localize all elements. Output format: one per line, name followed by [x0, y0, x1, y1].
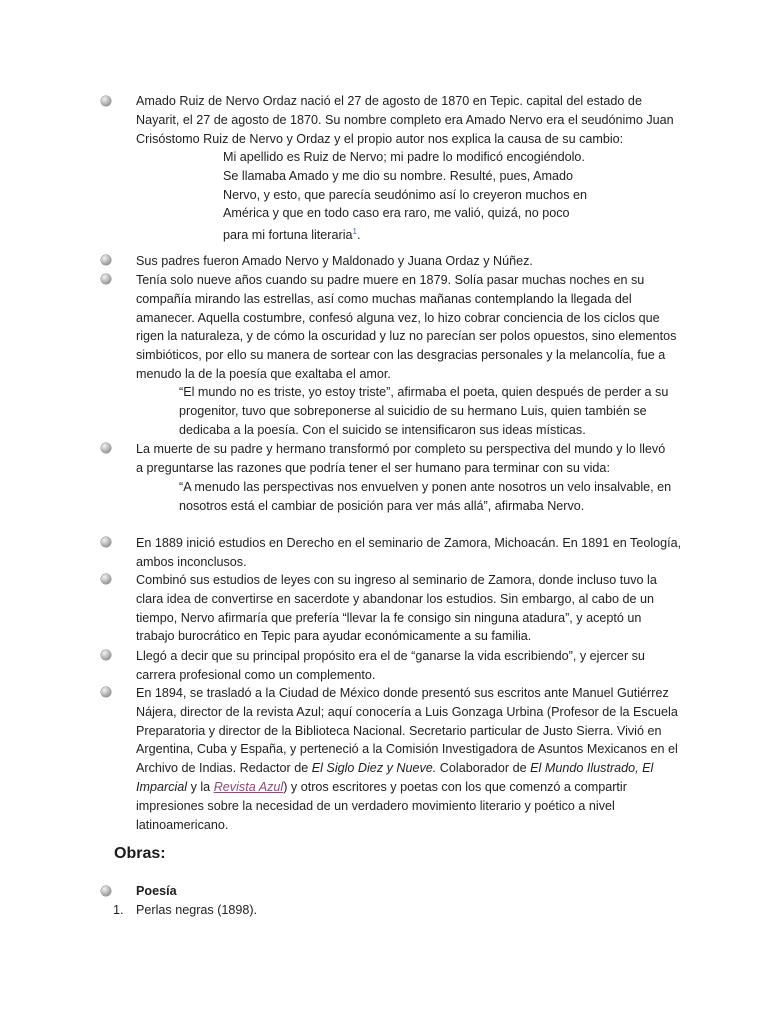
text-line: Argentina, Cuba y España, y perteneció a la Comisión Investigadora de Asuntos Mexicanos en el	[136, 742, 678, 757]
text-line: Amado Ruiz de Nervo Ordaz nació el 27 de agosto de 1870 en Tepic. capital del estado de	[136, 94, 642, 108]
text-line: clara idea de convertirse en sacerdote y abandonar los estudios. Sin embargo, al cabo de un	[136, 591, 655, 606]
quote-perspectives	[179, 478, 679, 516]
list-item: Perlas negras (1898).	[136, 903, 258, 917]
text-line: Tenía solo nueve años cuando su padre muere en 1879. Solía pasar muchas noches en su	[136, 273, 645, 287]
poesia-label: Poesía	[136, 884, 177, 898]
text-line: simbióticos, por ello su manera de sortear con las desgracias personales y la melancolía, fue a	[136, 348, 666, 363]
quote-name-origin	[223, 148, 623, 245]
text-line	[136, 778, 681, 797]
bullet-icon	[101, 443, 111, 453]
bullet-icon	[101, 650, 111, 660]
bullet-icon	[101, 274, 111, 284]
text-line: ambos inconclusos.	[136, 554, 247, 569]
paragraph-childhood	[136, 271, 681, 384]
text-line: “El mundo no es triste, yo estoy triste”, afirmaba el poeta, quien después de perder a su	[179, 385, 669, 399]
text-line: En 1889 inició estudios en Derecho en el seminario de Zamora, Michoacán. En 1891 en Teología,	[136, 536, 682, 550]
paragraph-mexico-city	[136, 684, 681, 834]
paragraph-perspective	[136, 440, 681, 478]
text-line: Se llamaba Amado y me dio su nombre. Resulté, pues, Amado	[223, 168, 574, 183]
text-line: carrera profesional como un complemento.	[136, 667, 376, 682]
text-line: menudo la de la poesía que exaltaba el amor.	[136, 366, 391, 381]
bullet-icon	[101, 255, 111, 265]
paragraph-purpose	[136, 647, 681, 685]
revista-azul-link[interactable]: Revista Azul	[213, 779, 284, 794]
text-line: latinoamericano.	[136, 817, 229, 832]
text-line: progenitor, tuvo que sobreponerse al suicidio de su hermano Luis, quien también se	[179, 403, 647, 418]
text-line	[223, 223, 623, 245]
text-line: La muerte de su padre y hermano transformó por completo su perspectiva del mundo y lo llevó	[136, 442, 666, 456]
text-line	[136, 759, 681, 778]
text-line: América y que en todo caso era raro, me valió, quizá, no poco	[223, 206, 570, 221]
text-line: “A menudo las perspectivas nos envuelven y ponen ante nosotros un velo insalvable, en	[179, 480, 672, 494]
text-line: a preguntarse las razones que podría tener el ser humano para terminar con su vida:	[136, 460, 610, 475]
quote-sad-world	[179, 383, 679, 439]
italic-title: El Siglo Diez y Nueve.	[311, 761, 437, 776]
text-line: En 1894, se trasladó a la Ciudad de México donde presentó sus escritos ante Manuel Gutiérrez	[136, 686, 669, 700]
italic-title: El Mundo Ilustrado, El	[530, 761, 654, 776]
text-line: impresiones sobre la necesidad de un verdadero movimiento literario y poético a nivel	[136, 798, 615, 813]
text-line: trabajo burocrático en Tepic para ayudar económicamente a su familia.	[136, 629, 532, 644]
text-line: Nájera, director de la revista Azul; aquí conocería a Luis Gonzaga Urbina (Profesor de la Escuela	[136, 704, 678, 719]
text-line: Mi apellido es Ruiz de Nervo; mi padre lo modificó encogiéndolo.	[223, 150, 585, 164]
paragraph-parents	[136, 252, 681, 271]
text-line: Nayarit, el 27 de agosto de 1870. Su nombre completo era Amado Nervo era el seudónimo Juan	[136, 112, 674, 127]
text-line: Preparatoria y director de la Biblioteca Nacional. Secretario particular de Justo Sierra. Vivió en	[136, 723, 662, 738]
footnote-link[interactable]: 1	[352, 227, 357, 237]
list-number: 1.	[113, 903, 124, 917]
text-line: dedicaba a la poesía. Con el suicido se intensificaron sus ideas místicas.	[179, 422, 586, 437]
paragraph-studies	[136, 534, 681, 572]
section-heading-obras: Obras:	[114, 845, 166, 862]
paragraph-birth	[136, 92, 681, 148]
text-line: Llegó a decir que su principal propósito era el de “ganarse la vida escribiendo”, y ejercer su	[136, 649, 645, 663]
text-line: Nervo, y esto, que parecía seudónimo así lo creyeron muchos en	[223, 187, 588, 202]
text-line: rigen la naturaleza, y de cómo la oscuridad y luz no parecían ser polos opuestos, sino elementos	[136, 329, 677, 344]
text-line: nosotros está el cambiar de posición para ver más allá”, afirmaba Nervo.	[179, 498, 585, 513]
bullet-icon	[101, 96, 111, 106]
text-segment: Archivo de Indias. Redactor de	[136, 761, 312, 776]
text-line: amanecer. Aquella costumbre, confesó alguna vez, lo hizo cobrar conciencia de los ciclos que	[136, 310, 660, 325]
italic-title: Imparcial	[136, 779, 188, 794]
bullet-icon	[101, 574, 111, 584]
bullet-icon	[101, 687, 111, 697]
text-line: Sus padres fueron Amado Nervo y Maldonado y Juana Ordaz y Núñez.	[136, 254, 533, 268]
bullet-icon	[101, 537, 111, 547]
text-segment: ) y otros escritores y poetas con los que comenzó a compartir	[283, 779, 627, 794]
text-segment: .	[356, 228, 361, 243]
text-segment: Colaborador de	[436, 761, 531, 776]
bullet-icon	[101, 886, 111, 896]
text-segment: para mi fortuna literaria	[223, 228, 353, 243]
text-line: Crisóstomo Ruiz de Nervo y Ordaz y el propio autor nos explica la causa de su cambio:	[136, 131, 624, 146]
text-line: tiempo, Nervo afirmaría que prefería “llevar la fe consigo sin ninguna atadura”, y aceptó un	[136, 610, 642, 625]
text-line: Combinó sus estudios de leyes con su ingreso al seminario de Zamora, donde incluso tuvo la	[136, 573, 657, 587]
text-line: compañía mirando las estrellas, así como muchas mañanas contemplando la llegada del	[136, 291, 632, 306]
paragraph-seminary	[136, 571, 681, 646]
text-segment: y la	[187, 779, 214, 794]
